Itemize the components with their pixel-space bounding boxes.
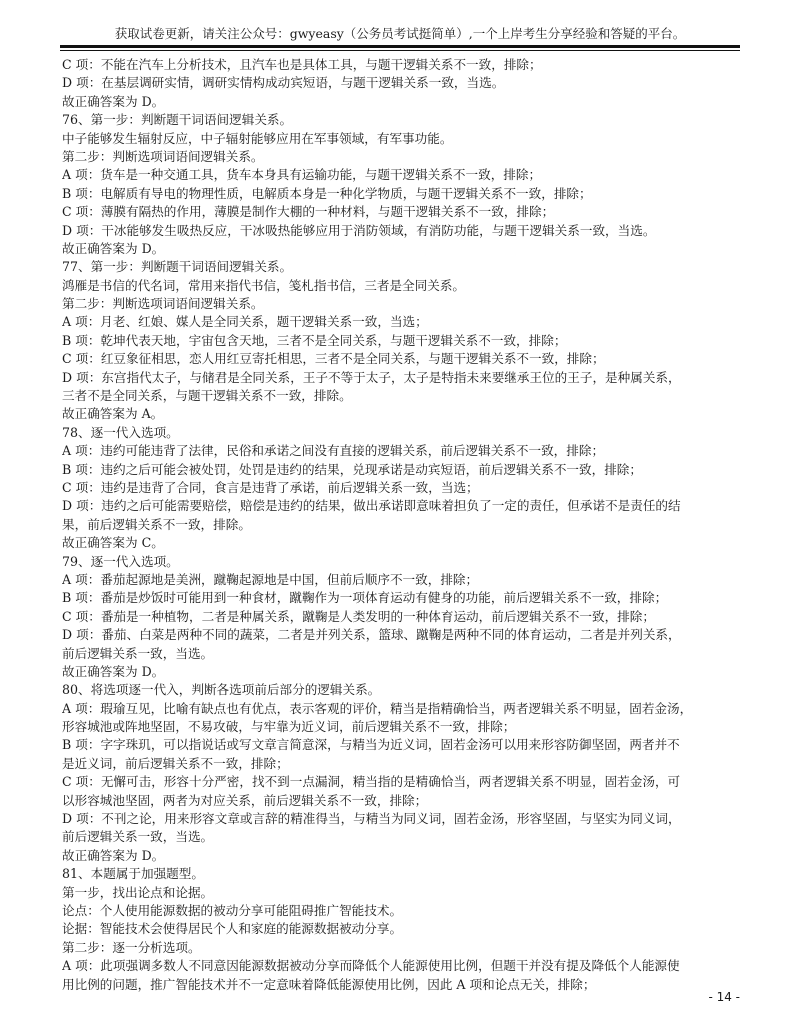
document-body — [62, 56, 738, 994]
text-line: 第一步，找出论点和论据。 — [62, 884, 214, 900]
text-line: A 项：货车是一种交通工具，货车本身具有运输功能，与题干逻辑关系不一致，排除； — [62, 167, 542, 183]
text-line: 前后逻辑关系一致，当选。 — [62, 645, 214, 661]
text-line: 前后逻辑关系一致，当选。 — [62, 829, 214, 845]
text-line: C 项：番茄是一种植物，二者是种属关系，蹴鞠是人类发明的一种体育运动，前后逻辑关系不一致，排除； — [62, 608, 655, 624]
text-line: A 项：违约可能违背了法律，民俗和承诺之间没有直接的逻辑关系，前后逻辑关系不一致，排除； — [62, 443, 605, 459]
text-line: 故正确答案为 A。 — [62, 406, 164, 422]
text-line: C 项：红豆象征相思，恋人用红豆寄托相思，三者不是全同关系，与题干逻辑关系不一致，排除； — [62, 351, 605, 367]
text-line: C 项：不能在汽车上分析技术，且汽车也是具体工具，与题干逻辑关系不一致，排除； — [62, 57, 542, 72]
text-line: 第二步：逐一分析选项。 — [62, 939, 201, 955]
text-line: C 项：违约是违背了合同，食言是违背了承诺，前后逻辑关系一致，当选； — [62, 479, 479, 495]
text-line: 79、逐一代入选项。 — [62, 553, 179, 569]
text-line: 80、将选项逐一代入，判断各选项前后部分的逻辑关系。 — [62, 682, 381, 698]
text-line: 三者不是全同关系，与题干逻辑关系不一致，排除。 — [62, 388, 352, 404]
header-rule-thick — [60, 45, 740, 48]
text-line: 果，前后逻辑关系不一致，排除。 — [62, 516, 251, 532]
text-line: B 项：乾坤代表天地，宇宙包含天地，三者不是全同关系，与题干逻辑关系不一致，排除； — [62, 332, 567, 348]
text-line: A 项：此项强调多数人不同意因能源数据被动分享而降低个人能源使用比例，但题干并没有提及降低个人能源使 — [62, 958, 680, 974]
text-line: 论据：智能技术会使得居民个人和家庭的能源数据被动分享。 — [62, 921, 403, 937]
text-line: 论点：个人使用能源数据的被动分享可能阻碍推广智能技术。 — [62, 902, 403, 918]
text-line: 故正确答案为 D。 — [62, 663, 165, 679]
text-line: D 项：东宫指代太子，与储君是全同关系，王子不等于太子，太子是特指未来要继承王位的王子，是种属关系， — [62, 369, 681, 385]
text-line: C 项：薄膜有隔热的作用，薄膜是制作大棚的一种材料，与题干逻辑关系不一致，排除； — [62, 204, 555, 220]
text-line: 81、本题属于加强题型。 — [62, 866, 204, 882]
text-line: B 项：电解质有导电的物理性质，电解质本身是一种化学物质，与题干逻辑关系不一致，排除； — [62, 185, 592, 201]
page-header: 获取试卷更新，请关注公众号：gwyeasy（公务员考试挺简单）,一个上岸考生分享经验和答疑的平台。 — [114, 26, 686, 41]
text-line: B 项：番茄是炒饭时可能用到一种食材，蹴鞠作为一项体育运动有健身的功能，前后逻辑关系不一致，排除； — [62, 590, 668, 606]
text-line: 77、第一步：判断题干词语间逻辑关系。 — [62, 259, 293, 275]
text-line: B 项：字字珠玑，可以指说话或写文章言简意深，与精当为近义词，固若金汤可以用来形容防御坚固，两者并不 — [62, 737, 680, 753]
text-line: A 项：月老、红娘、媒人是全同关系，题干逻辑关系一致，当选； — [62, 314, 428, 330]
text-line: 是近义词，前后逻辑关系不一致，排除； — [62, 755, 289, 771]
text-line: 故正确答案为 D。 — [62, 93, 165, 109]
text-line: B 项：违约之后可能会被处罚，处罚是违约的结果，兑现承诺是动宾短语，前后逻辑关系不一致，排除； — [62, 461, 642, 477]
text-line: 76、第一步：判断题干词语间逻辑关系。 — [62, 112, 293, 128]
text-line: 第二步：判断选项词语间逻辑关系。 — [62, 296, 264, 312]
header-rule-thin — [60, 50, 740, 51]
text-line: 故正确答案为 D。 — [62, 240, 165, 256]
text-line: 中子能够发生辐射反应，中子辐射能够应用在军事领域，有军事功能。 — [62, 130, 453, 146]
text-line: A 项：番茄起源地是美洲，蹴鞠起源地是中国，但前后顺序不一致，排除； — [62, 571, 479, 587]
text-line: D 项：违约之后可能需要赔偿，赔偿是违约的结果，做出承诺即意味着担负了一定的责任，但承诺不是责任的结 — [62, 498, 681, 514]
text-line: 78、逐一代入选项。 — [62, 424, 179, 440]
page-number: - 14 - — [708, 990, 740, 1004]
text-line: D 项：干冰能够发生吸热反应，干冰吸热能够应用于消防领域，有消防功能，与题干逻辑关系一致，当选。 — [62, 222, 656, 238]
text-line: 故正确答案为 D。 — [62, 847, 165, 863]
text-line: 鸿雁是书信的代名词，常用来指代书信，笺札指书信，三者是全同关系。 — [62, 277, 465, 293]
text-line: D 项：在基层调研实情，调研实情构成动宾短语，与题干逻辑关系一致，当选。 — [62, 75, 505, 91]
text-line: D 项：番茄、白菜是两种不同的蔬菜，二者是并列关系，篮球、蹴鞠是两种不同的体育运动，二者是并列关系， — [62, 627, 681, 643]
text-line: 用比例的问题，推广智能技术并不一定意味着降低能源使用比例，因此 A 项和论点无关，排除； — [62, 976, 596, 992]
text-line: 形容城池或阵地坚固，不易攻破，与牢靠为近义词，前后逻辑关系不一致，排除； — [62, 719, 516, 735]
text-line: 故正确答案为 C。 — [62, 535, 164, 551]
text-line: 以形容城池坚固，两者为对应关系，前后逻辑关系不一致，排除； — [62, 792, 428, 808]
text-line: D 项：不刊之论，用来形容文章或言辞的精准得当，与精当为同义词，固若金汤，形容坚固，与坚实为同义词， — [62, 811, 681, 827]
text-line: A 项：瑕瑜互见，比喻有缺点也有优点，表示客观的评价，精当是指精确恰当，两者逻辑关系不明显，固若金汤， — [62, 700, 693, 716]
text-line: C 项：无懈可击，形容十分严密，找不到一点漏洞，精当指的是精确恰当，两者逻辑关系不明显，固若金汤，可 — [62, 774, 681, 790]
text-line: 第二步：判断选项词语间逻辑关系。 — [62, 148, 264, 164]
